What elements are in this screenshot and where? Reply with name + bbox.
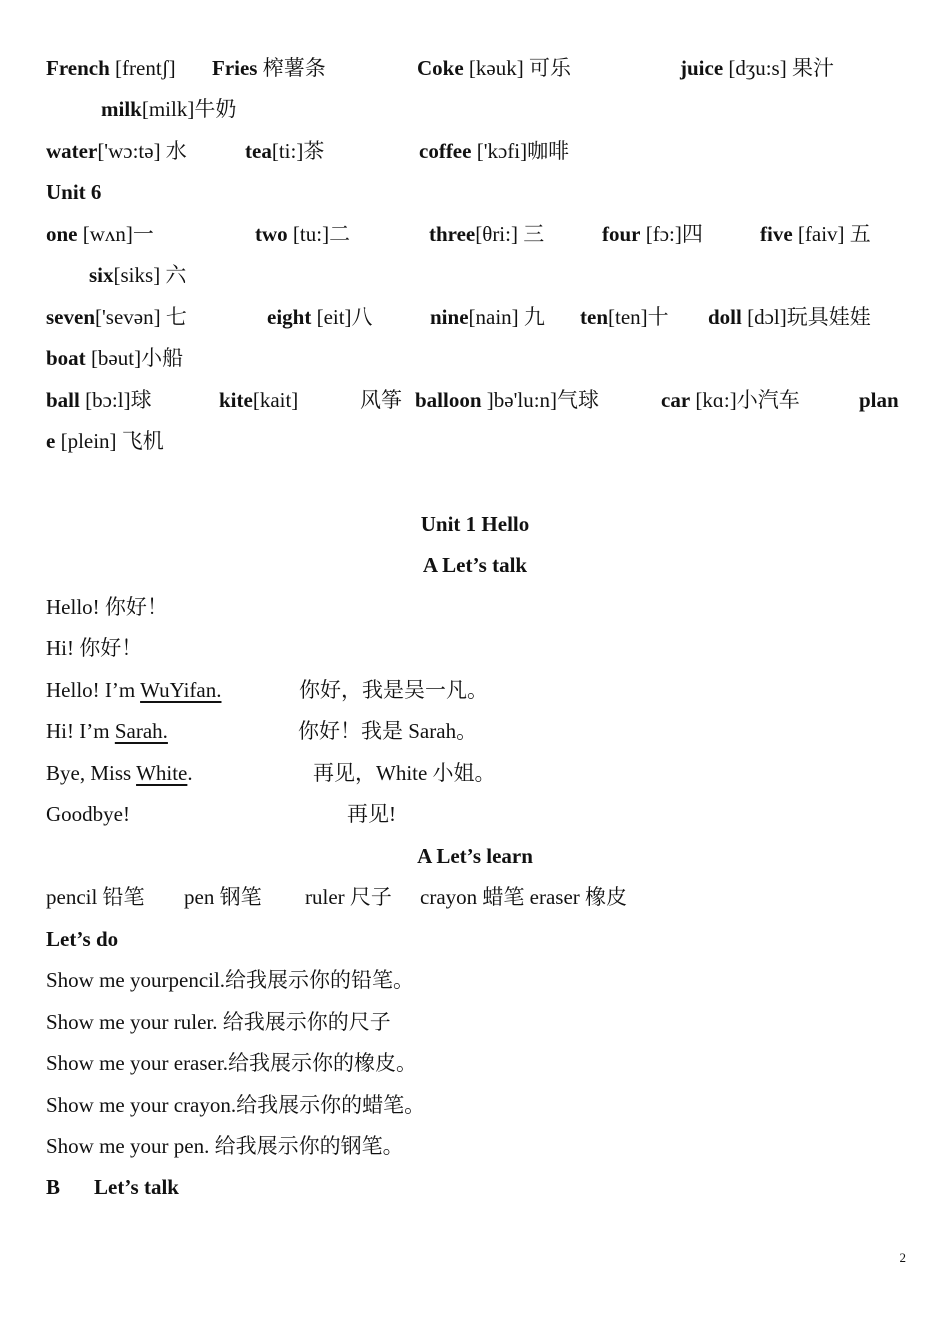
do-line: Show me yourpencil.给我展示你的铅笔。: [46, 968, 415, 992]
vocab-item: two [tu:]二: [255, 222, 351, 246]
vocab-item: ball [bɔ:l]球: [46, 388, 152, 412]
page-number: 2: [899, 1250, 906, 1265]
vocab-item: French [frentʃ]: [46, 56, 176, 80]
unit-heading: Unit 6: [46, 180, 102, 204]
vocab-item: juice [dʒu:s] 果汁: [680, 56, 834, 80]
vocab-item: boat [bəut]小船: [46, 346, 184, 370]
vocab-item: Fries 榨薯条: [212, 56, 326, 80]
vocab-item: tea[ti:]茶: [245, 139, 325, 163]
do-line: Show me your pen. 给我展示你的钢笔。: [46, 1134, 404, 1158]
dialogue-translation: 你好，我是吴一凡。: [299, 678, 488, 702]
section-heading-b-letter: B: [46, 1175, 61, 1199]
do-line: Show me your ruler. 给我展示你的尺子: [46, 1010, 391, 1034]
vocab-item: five [faiv] 五: [760, 222, 871, 246]
dialogue-translation: 再见!: [347, 802, 396, 826]
vocab-item: 风筝: [360, 388, 402, 412]
dialogue-line: Hi! I’m Sarah.: [46, 719, 168, 743]
section-heading-a-talk: A Let’s talk: [422, 553, 528, 577]
vocab-item: e [plein] 飞机: [46, 429, 164, 453]
vocab-item: three[θri:] 三: [429, 222, 545, 246]
section-heading-a-learn: A Let’s learn: [417, 844, 533, 868]
vocab-item: coffee ['kɔfi]咖啡: [419, 139, 570, 163]
dialogue-translation: 你好！我是 Sarah。: [298, 719, 478, 743]
vocab-item: kite[kait]: [219, 388, 299, 412]
learn-word: crayon 蜡笔 eraser 橡皮: [420, 885, 628, 909]
vocab-item: six[siks] 六: [89, 263, 187, 287]
vocab-item: ten[ten]十: [580, 305, 669, 329]
section-heading-b-talk: Let’s talk: [94, 1175, 179, 1199]
vocab-item: plan: [859, 388, 899, 412]
dialogue-line: Bye, Miss White.: [46, 761, 193, 785]
dialogue-line: Hello! 你好！: [46, 595, 168, 619]
vocab-item: nine[nain] 九: [430, 305, 545, 329]
do-line: Show me your crayon.给我展示你的蜡笔。: [46, 1093, 426, 1117]
vocab-item: milk[milk]牛奶: [101, 97, 237, 121]
vocab-item: balloon ]bə'lu:n]气球: [415, 388, 600, 412]
learn-word: ruler 尺子: [305, 885, 392, 909]
dialogue-line: Hi! 你好！: [46, 636, 143, 660]
vocab-item: eight [eit]八: [267, 305, 373, 329]
vocab-item: water['wɔ:tə] 水: [46, 139, 187, 163]
learn-word: pencil 铅笔: [46, 885, 145, 909]
vocab-item: seven['sevən] 七: [46, 305, 187, 329]
vocab-item: four [fɔ:]四: [602, 222, 703, 246]
lets-do-heading: Let’s do: [46, 927, 119, 951]
unit-title: Unit 1 Hello: [420, 512, 530, 536]
vocab-item: car [kɑ:]小汽车: [661, 388, 800, 412]
learn-word: pen 钢笔: [184, 885, 262, 909]
dialogue-line: Goodbye!: [46, 802, 130, 826]
vocab-item: doll [dɔl]玩具娃娃: [708, 305, 871, 329]
vocab-item: Coke [kəuk] 可乐: [417, 56, 571, 80]
vocab-item: one [wʌn]一: [46, 222, 154, 246]
dialogue-line: Hello! I’m WuYifan.: [46, 678, 222, 702]
do-line: Show me your eraser.给我展示你的橡皮。: [46, 1051, 417, 1075]
dialogue-translation: 再见，White 小姐。: [313, 761, 496, 785]
